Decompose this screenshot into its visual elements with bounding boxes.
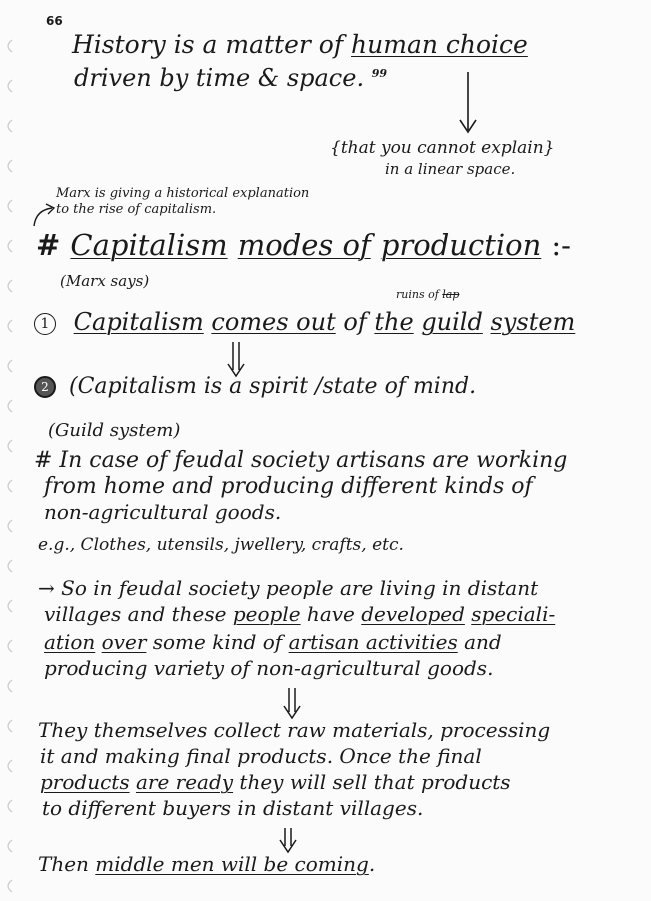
guild-system-label: (Guild system) <box>48 420 181 441</box>
quote-closing-mark: 99 <box>371 67 388 80</box>
distant-para-line-2 <box>44 602 555 626</box>
heading-part-2: modes of <box>237 228 371 262</box>
distant-artisan: artisan activities <box>288 630 458 654</box>
insert-struck: lap <box>442 288 460 301</box>
double-down-arrow-icon-3 <box>276 826 300 854</box>
distant-ation: ation <box>44 630 96 654</box>
raw-text-b: they will sell that products <box>233 770 511 794</box>
quote-line-2 <box>74 64 387 92</box>
quote-line-1 <box>72 30 528 59</box>
quote-highlight: human choice <box>351 30 528 59</box>
distant-text-f: and <box>457 630 502 654</box>
point-1-word-3: of <box>343 308 367 336</box>
distant-people: people <box>232 602 301 626</box>
page-number: 66 <box>46 14 63 28</box>
distant-special: speciali- <box>471 602 556 626</box>
marx-note-line-2: to the rise of capitalism. <box>56 202 217 217</box>
insert-text: ruins of <box>396 288 439 301</box>
distant-text-a: villages and these <box>44 602 233 626</box>
distant-para-line-4: producing variety of non-agricultural goods. <box>44 656 494 680</box>
spiral-binding <box>0 0 18 901</box>
double-down-arrow-icon-2 <box>280 686 304 720</box>
point-1-word-4: the <box>374 308 414 336</box>
point-2-number: 2 <box>34 376 56 398</box>
middle-text-c: . <box>368 852 376 876</box>
point-1-word-1: Capitalism <box>73 308 204 336</box>
annotation-line-1: {that you cannot explain} <box>330 138 555 158</box>
heading-suffix: :- <box>551 228 571 262</box>
middle-text-a: Then <box>38 852 96 876</box>
feudal-para-line-2: from home and producing different kinds of <box>44 474 533 499</box>
raw-are-ready: are ready <box>135 770 234 794</box>
annotation-line-2: in a linear space. <box>385 160 516 178</box>
raw-para-line-4: to different buyers in distant villages. <box>42 796 424 820</box>
down-arrow-icon <box>456 70 480 136</box>
feudal-para-line-1: # In case of feudal society artisans are working <box>34 448 568 473</box>
curved-arrow-icon <box>28 200 58 230</box>
distant-para-line-1: → So in feudal society people are living in distant <box>38 576 539 600</box>
feudal-para-line-3: non-agricultural goods. <box>44 500 282 524</box>
raw-para-line-2: it and making final products. Once the final <box>40 744 482 768</box>
section-heading <box>36 228 571 262</box>
marx-says-label: (Marx says) <box>60 272 150 290</box>
point-1-word-5: guild <box>421 308 483 336</box>
heading-part-3: production <box>380 228 542 262</box>
distant-text-b: have <box>300 602 362 626</box>
point-1-word-6: system <box>490 308 576 336</box>
double-down-arrow-icon <box>224 340 248 378</box>
raw-para-line-1: They themselves collect raw materials, processing <box>38 718 551 742</box>
distant-developed: developed <box>361 602 465 626</box>
middle-men-line <box>38 852 375 876</box>
point-1-insert <box>396 288 459 301</box>
marx-note-line-1: Marx is giving a historical explanation <box>56 186 310 201</box>
point-1-number: 1 <box>34 313 56 335</box>
heading-part-1: Capitalism <box>70 228 228 262</box>
quote-line-1-text: History is a matter of <box>72 30 352 59</box>
point-2 <box>34 374 476 399</box>
example-line: e.g., Clothes, utensils, jwellery, crafts, etc. <box>38 535 404 555</box>
distant-text-e: some kind of <box>146 630 289 654</box>
raw-para-line-3 <box>40 770 511 794</box>
point-1 <box>34 308 575 336</box>
raw-products: products <box>40 770 130 794</box>
distant-para-line-3 <box>44 630 502 654</box>
distant-over: over <box>101 630 147 654</box>
quote-line-2-text: driven by time & space. <box>74 64 365 92</box>
heading-hash: # <box>36 228 61 262</box>
middle-men-phrase: middle men will be coming <box>95 852 369 876</box>
point-1-word-2: comes out <box>211 308 336 336</box>
point-2-text: (Capitalism is a spirit /state of mind. <box>69 374 477 399</box>
